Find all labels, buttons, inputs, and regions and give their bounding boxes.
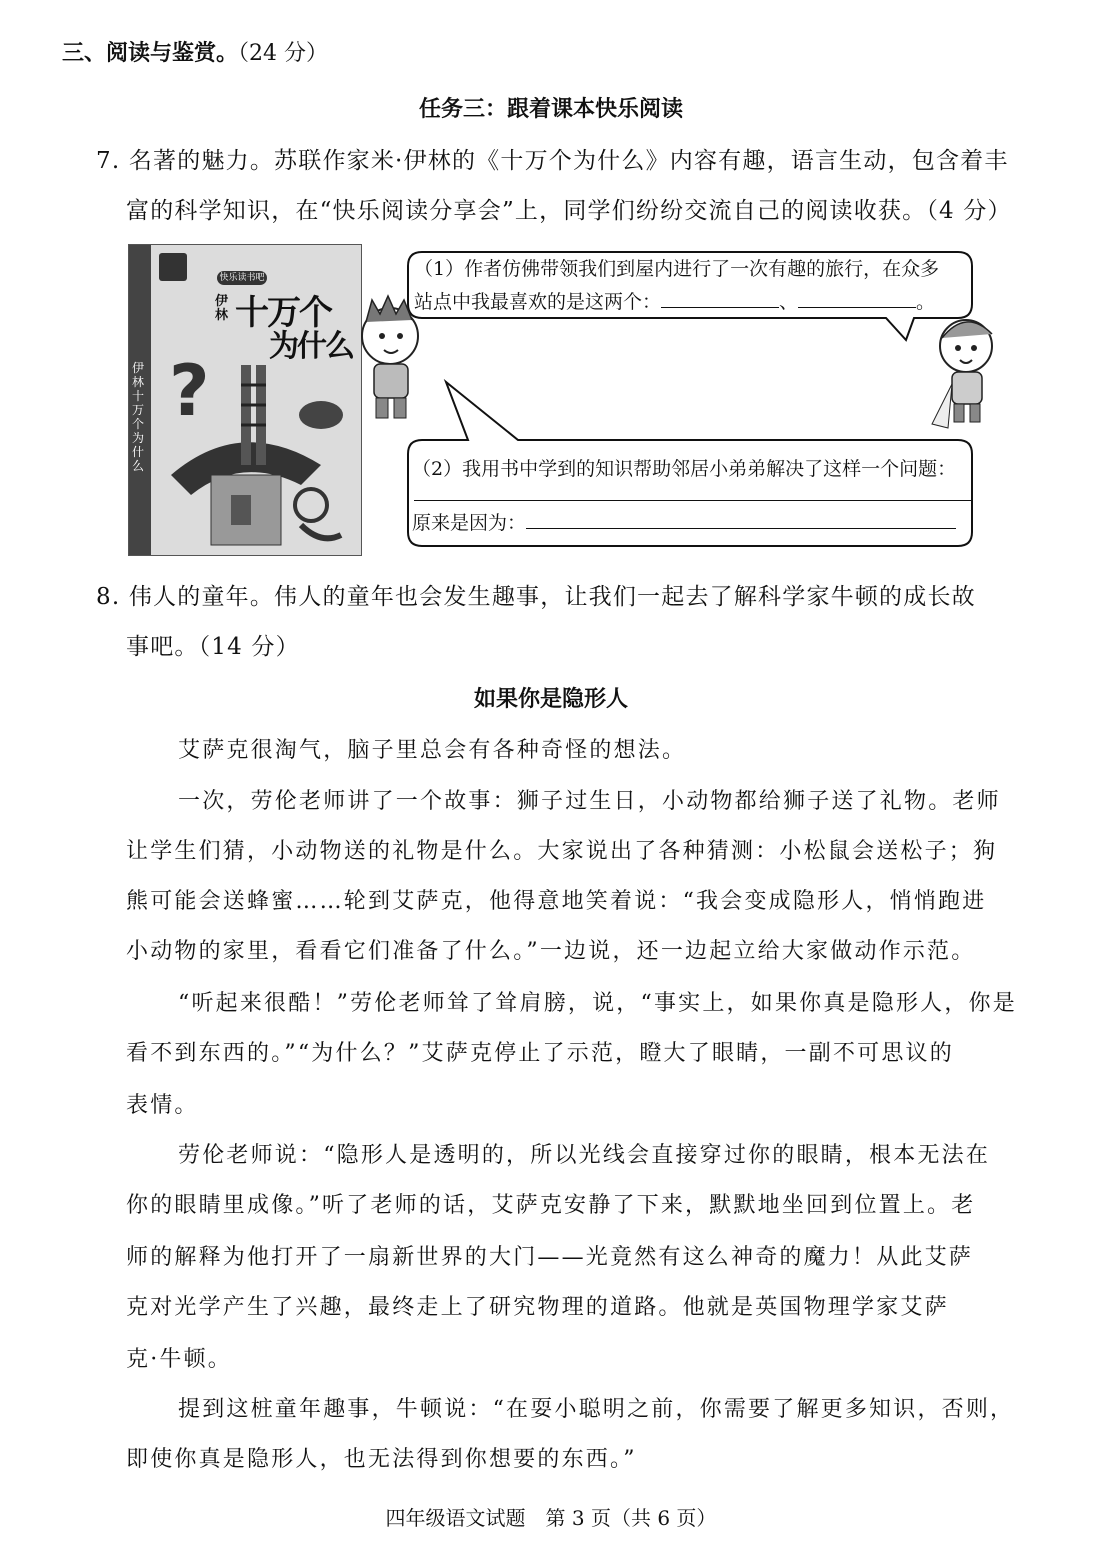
story-line: 即使你真是隐形人，也无法得到你想要的东西。” <box>126 1447 637 1472</box>
question-7-line-2: 富的科学知识，在“快乐阅读分享会”上，同学们纷纷交流自己的阅读收获。（4 分） <box>126 198 1012 224</box>
story-line: 劳伦老师说：“隐形人是透明的，所以光线会直接穿过你的眼睛，根本无法在 <box>178 1143 991 1168</box>
story-line: 让学生们猜，小动物送的礼物是什么。大家说出了各种猜测：小松鼠会送松子；狗 <box>126 839 998 864</box>
bubble-1-line-1: （1）作者仿佛带领我们到屋内进行了一次有趣的旅行，在众多 <box>414 258 940 280</box>
question-8-line-2: 事吧。（14 分） <box>126 634 300 660</box>
book-title-line-2: 为什么 <box>269 329 353 364</box>
story-line: 师的解释为他打开了一扇新世界的大门——光竟然有这么神奇的魔力！从此艾萨 <box>126 1245 974 1270</box>
left-child-cartoon-icon <box>362 296 418 418</box>
bubble-2-line-1: （2）我用书中学到的知识帮助邻居小弟弟解决了这样一个问题： <box>412 458 957 480</box>
bubble-2-reason <box>412 508 956 535</box>
section-title: 三、阅读与鉴赏。（24 分） <box>62 41 329 66</box>
story-line: 你的眼睛里成像。”听了老师的话，艾萨克安静了下来，默默地坐回到位置上。老 <box>126 1193 976 1218</box>
svg-text:?: ? <box>169 355 210 432</box>
story-line: 一次，劳伦老师讲了一个故事：狮子过生日，小动物都给狮子送了礼物。老师 <box>178 789 1001 814</box>
story-line: “听起来很酷！”劳伦老师耸了耸肩膀，说，“事实上，如果你真是隐形人，你是 <box>178 991 1017 1016</box>
book-title-line-1: 十万个 <box>235 293 331 333</box>
story-title: 如果你是隐形人 <box>473 687 628 712</box>
publisher-logo-icon <box>159 253 187 281</box>
problem-answer-line[interactable] <box>414 500 972 501</box>
task-title: 任务三：跟着课本快乐阅读 <box>418 97 683 122</box>
book-illustration-icon <box>151 355 361 555</box>
favorite-station-blank-1[interactable] <box>661 289 779 308</box>
book-author: 伊林 <box>215 294 229 323</box>
reason-label: 原来是因为： <box>412 512 527 534</box>
bubble-1-prompt: 站点中我最喜欢的是这两个： <box>414 291 662 313</box>
favorite-station-blank-2[interactable] <box>798 289 916 308</box>
bubble-1-end: 。 <box>916 291 936 313</box>
reason-answer-blank[interactable] <box>526 510 956 529</box>
book-series-badge: 快乐读书吧 <box>217 271 267 285</box>
question-7-line-1: 7. 名著的魅力。苏联作家米·伊林的《十万个为什么》内容有趣，语言生动，包含着丰 <box>96 148 1009 174</box>
right-child-cartoon-icon <box>932 320 992 428</box>
page-footer: 四年级语文试题 第 3 页（共 6 页） <box>385 1506 717 1530</box>
story-line: 克·牛顿。 <box>126 1347 232 1372</box>
book-spine-text: 伊林十万个为什么 <box>132 361 145 473</box>
section-points: （24 分） <box>238 41 329 66</box>
bubble-1-separator: 、 <box>779 291 799 313</box>
story-line: 艾萨克很淘气，脑子里总会有各种奇怪的想法。 <box>178 738 687 763</box>
story-line: 熊可能会送蜂蜜……轮到艾萨克，他得意地笑着说：“我会变成隐形人，悄悄跑进 <box>126 889 987 914</box>
story-line: 小动物的家里，看看它们准备了什么。”一边说，还一边起立给大家做动作示范。 <box>126 939 976 964</box>
bubble-1-line-2 <box>414 287 935 314</box>
book-cover-image <box>128 244 362 556</box>
question-8-line-1: 8. 伟人的童年。伟人的童年也会发生趣事，让我们一起去了解科学家牛顿的成长故 <box>96 584 976 610</box>
story-line: 提到这桩童年趣事，牛顿说：“在耍小聪明之前，你需要了解更多知识，否则， <box>178 1397 1015 1422</box>
story-line: 克对光学产生了兴趣，最终走上了研究物理的道路。他就是英国物理学家艾萨 <box>126 1295 949 1320</box>
story-line: 看不到东西的。”“为什么？”艾萨克停止了示范，瞪大了眼睛，一副不可思议的 <box>126 1041 954 1066</box>
story-line: 表情。 <box>126 1093 199 1118</box>
